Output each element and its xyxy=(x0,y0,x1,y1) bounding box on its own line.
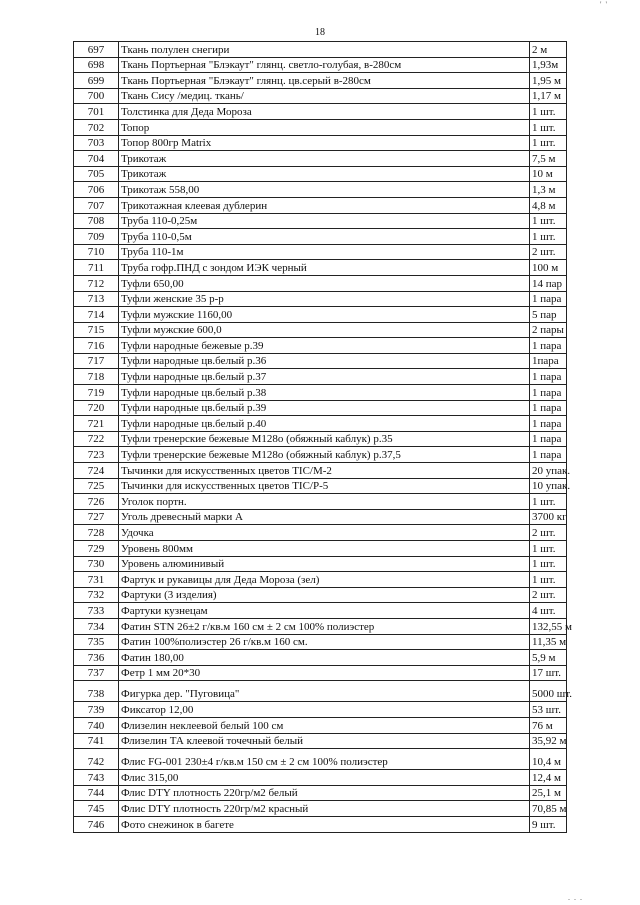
table-row xyxy=(74,104,567,120)
quantity-cell: 1 пара xyxy=(530,447,567,463)
quantity-cell: 1,93м xyxy=(530,57,567,73)
table-row xyxy=(74,42,567,58)
item-name-cell: Флизелин ТА клеевой точечный белый xyxy=(119,733,530,749)
scan-mark-top: ' ' xyxy=(600,0,608,9)
table-row xyxy=(74,353,567,369)
table-row xyxy=(74,213,567,229)
page-number: 18 xyxy=(315,27,325,38)
table-row xyxy=(74,73,567,89)
row-number-cell: 740 xyxy=(74,717,119,733)
item-name-cell: Фатин 100%полиэстер 26 г/кв.м 160 см. xyxy=(119,634,530,650)
table-row xyxy=(74,119,567,135)
item-name-cell: Тычинки для искусственных цветов TIC/M-2 xyxy=(119,463,530,479)
row-number-cell: 725 xyxy=(74,478,119,494)
quantity-cell: 3700 кг xyxy=(530,509,567,525)
item-name-cell: Туфли женские 35 р-р xyxy=(119,291,530,307)
quantity-cell: 1 шт. xyxy=(530,494,567,510)
quantity-cell: 4 шт. xyxy=(530,603,567,619)
table-row xyxy=(74,431,567,447)
item-name-cell: Толстинка для Деда Мороза xyxy=(119,104,530,120)
quantity-cell: 2 м xyxy=(530,42,567,58)
quantity-cell: 100 м xyxy=(530,260,567,276)
table-row xyxy=(74,322,567,338)
quantity-cell: 1 шт. xyxy=(530,572,567,588)
table-row xyxy=(74,587,567,603)
table-row xyxy=(74,541,567,557)
item-name-cell: Туфли народные цв.белый р.37 xyxy=(119,369,530,385)
row-number-cell: 728 xyxy=(74,525,119,541)
item-name-cell: Туфли мужские 600,0 xyxy=(119,322,530,338)
item-name-cell: Фигурка дер. "Пуговица" xyxy=(119,681,530,702)
item-name-cell: Флис FG-001 230±4 г/кв.м 150 см ± 2 см 100% полиэстер xyxy=(119,749,530,770)
row-number-cell: 712 xyxy=(74,275,119,291)
table-row xyxy=(74,416,567,432)
row-number-cell: 731 xyxy=(74,572,119,588)
item-name-cell: Трикотаж xyxy=(119,151,530,167)
table-row xyxy=(74,275,567,291)
quantity-cell: 1,3 м xyxy=(530,182,567,198)
table-row xyxy=(74,572,567,588)
item-name-cell: Уровень алюминивый xyxy=(119,556,530,572)
quantity-cell: 1 пара xyxy=(530,416,567,432)
table-row xyxy=(74,603,567,619)
item-name-cell: Туфли народные цв.белый р.38 xyxy=(119,385,530,401)
quantity-cell: 20 упак. xyxy=(530,463,567,479)
item-name-cell: Флис DTY плотность 220гр/м2 красный xyxy=(119,801,530,817)
quantity-cell: 7,5 м xyxy=(530,151,567,167)
quantity-cell: 2 пары xyxy=(530,322,567,338)
row-number-cell: 698 xyxy=(74,57,119,73)
table-row xyxy=(74,135,567,151)
table-row xyxy=(74,681,567,702)
row-number-cell: 734 xyxy=(74,618,119,634)
item-name-cell: Уголок портн. xyxy=(119,494,530,510)
row-number-cell: 705 xyxy=(74,166,119,182)
row-number-cell: 701 xyxy=(74,104,119,120)
quantity-cell: 1 шт. xyxy=(530,541,567,557)
item-name-cell: Топор xyxy=(119,119,530,135)
table-row xyxy=(74,749,567,770)
row-number-cell: 729 xyxy=(74,541,119,557)
row-number-cell: 717 xyxy=(74,353,119,369)
row-number-cell: 737 xyxy=(74,665,119,681)
quantity-cell: 35,92 м xyxy=(530,733,567,749)
item-name-cell: Уровень 800мм xyxy=(119,541,530,557)
item-name-cell: Фартук и рукавицы для Деда Мороза (зел) xyxy=(119,572,530,588)
item-name-cell: Флис 315,00 xyxy=(119,770,530,786)
row-number-cell: 718 xyxy=(74,369,119,385)
quantity-cell: 1 пара xyxy=(530,369,567,385)
table-row xyxy=(74,717,567,733)
quantity-cell: 4,8 м xyxy=(530,197,567,213)
quantity-cell: 1 шт. xyxy=(530,104,567,120)
quantity-cell: 1 шт. xyxy=(530,119,567,135)
item-name-cell: Туфли мужские 1160,00 xyxy=(119,307,530,323)
table-row xyxy=(74,197,567,213)
item-name-cell: Труба 110-0,5м xyxy=(119,229,530,245)
row-number-cell: 722 xyxy=(74,431,119,447)
table-row xyxy=(74,338,567,354)
quantity-cell: 2 шт. xyxy=(530,587,567,603)
quantity-cell: 1пара xyxy=(530,353,567,369)
quantity-cell: 11,35 м xyxy=(530,634,567,650)
row-number-cell: 732 xyxy=(74,587,119,603)
quantity-cell: 1 пара xyxy=(530,431,567,447)
table-row xyxy=(74,556,567,572)
row-number-cell: 715 xyxy=(74,322,119,338)
row-number-cell: 720 xyxy=(74,400,119,416)
item-name-cell: Флизелин неклеевой белый 100 см xyxy=(119,717,530,733)
item-name-cell: Туфли 650,00 xyxy=(119,275,530,291)
row-number-cell: 726 xyxy=(74,494,119,510)
table-row xyxy=(74,385,567,401)
table-row xyxy=(74,260,567,276)
item-name-cell: Удочка xyxy=(119,525,530,541)
quantity-cell: 70,85 м xyxy=(530,801,567,817)
quantity-cell: 1 пара xyxy=(530,338,567,354)
table-row xyxy=(74,618,567,634)
scan-mark-bottom: . . . xyxy=(568,893,583,902)
item-name-cell: Фетр 1 мм 20*30 xyxy=(119,665,530,681)
quantity-cell: 1 шт. xyxy=(530,229,567,245)
table-row xyxy=(74,801,567,817)
table-row xyxy=(74,770,567,786)
item-name-cell: Ткань Портьерная "Блэкаут" глянц. светло-голубая, в-280см xyxy=(119,57,530,73)
item-name-cell: Тычинки для искусственных цветов TIC/P-5 xyxy=(119,478,530,494)
item-name-cell: Ткань Сису /медиц. ткань/ xyxy=(119,88,530,104)
table-row xyxy=(74,447,567,463)
table-row xyxy=(74,400,567,416)
quantity-cell: 1 шт. xyxy=(530,135,567,151)
row-number-cell: 697 xyxy=(74,42,119,58)
row-number-cell: 708 xyxy=(74,213,119,229)
item-name-cell: Трикотаж 558,00 xyxy=(119,182,530,198)
item-name-cell: Туфли тренерские бежевые М128о (обяжный каблук) р.35 xyxy=(119,431,530,447)
quantity-cell: 25,1 м xyxy=(530,785,567,801)
inventory-table-body xyxy=(74,42,572,833)
item-name-cell: Туфли народные цв.белый р.40 xyxy=(119,416,530,432)
row-number-cell: 710 xyxy=(74,244,119,260)
table-row xyxy=(74,369,567,385)
quantity-cell: 9 шт. xyxy=(530,816,567,832)
item-name-cell: Трикотаж xyxy=(119,166,530,182)
table-row xyxy=(74,494,567,510)
table-row xyxy=(74,182,567,198)
table-row xyxy=(74,478,567,494)
row-number-cell: 744 xyxy=(74,785,119,801)
table-row xyxy=(74,307,567,323)
row-number-cell: 743 xyxy=(74,770,119,786)
item-name-cell: Туфли народные цв.белый р.36 xyxy=(119,353,530,369)
row-number-cell: 703 xyxy=(74,135,119,151)
quantity-cell: 5000 шт. xyxy=(530,681,567,702)
item-name-cell: Фатин STN 26±2 г/кв.м 160 см ± 2 см 100% полиэстер xyxy=(119,618,530,634)
row-number-cell: 723 xyxy=(74,447,119,463)
quantity-cell: 5 пар xyxy=(530,307,567,323)
row-number-cell: 716 xyxy=(74,338,119,354)
table-row xyxy=(74,733,567,749)
quantity-cell: 1 пара xyxy=(530,385,567,401)
row-number-cell: 741 xyxy=(74,733,119,749)
table-row xyxy=(74,463,567,479)
row-number-cell: 700 xyxy=(74,88,119,104)
quantity-cell: 17 шт. xyxy=(530,665,567,681)
item-name-cell: Труба 110-1м xyxy=(119,244,530,260)
row-number-cell: 733 xyxy=(74,603,119,619)
row-number-cell: 730 xyxy=(74,556,119,572)
item-name-cell: Туфли народные цв.белый р.39 xyxy=(119,400,530,416)
quantity-cell: 1,95 м xyxy=(530,73,567,89)
item-name-cell: Туфли народные бежевые р.39 xyxy=(119,338,530,354)
quantity-cell: 10 м xyxy=(530,166,567,182)
row-number-cell: 739 xyxy=(74,702,119,718)
table-row xyxy=(74,166,567,182)
item-name-cell: Фартуки кузнецам xyxy=(119,603,530,619)
table-row xyxy=(74,785,567,801)
row-number-cell: 745 xyxy=(74,801,119,817)
quantity-cell: 53 шт. xyxy=(530,702,567,718)
quantity-cell: 1,17 м xyxy=(530,88,567,104)
row-number-cell: 738 xyxy=(74,681,119,702)
inventory-table xyxy=(73,41,572,833)
row-number-cell: 707 xyxy=(74,197,119,213)
quantity-cell: 1 шт. xyxy=(530,213,567,229)
quantity-cell: 1 пара xyxy=(530,400,567,416)
table-row xyxy=(74,525,567,541)
quantity-cell: 76 м xyxy=(530,717,567,733)
table-row xyxy=(74,291,567,307)
item-name-cell: Фиксатор 12,00 xyxy=(119,702,530,718)
row-number-cell: 727 xyxy=(74,509,119,525)
row-number-cell: 713 xyxy=(74,291,119,307)
item-name-cell: Ткань полулен снегири xyxy=(119,42,530,58)
item-name-cell: Труба 110-0,25м xyxy=(119,213,530,229)
table-row xyxy=(74,57,567,73)
table-row xyxy=(74,665,567,681)
table-row xyxy=(74,702,567,718)
quantity-cell: 5,9 м xyxy=(530,650,567,666)
quantity-cell: 1 шт. xyxy=(530,556,567,572)
item-name-cell: Трикотажная клеевая дублерин xyxy=(119,197,530,213)
row-number-cell: 704 xyxy=(74,151,119,167)
row-number-cell: 699 xyxy=(74,73,119,89)
row-number-cell: 724 xyxy=(74,463,119,479)
row-number-cell: 714 xyxy=(74,307,119,323)
item-name-cell: Труба гофр.ПНД с зондом ИЭК черный xyxy=(119,260,530,276)
table-row xyxy=(74,88,567,104)
quantity-cell: 10 упак. xyxy=(530,478,567,494)
quantity-cell: 14 пар xyxy=(530,275,567,291)
table-row xyxy=(74,229,567,245)
row-number-cell: 721 xyxy=(74,416,119,432)
item-name-cell: Фартуки (3 изделия) xyxy=(119,587,530,603)
row-number-cell: 736 xyxy=(74,650,119,666)
row-number-cell: 746 xyxy=(74,816,119,832)
item-name-cell: Фото снежинок в багете xyxy=(119,816,530,832)
quantity-cell: 10,4 м xyxy=(530,749,567,770)
item-name-cell: Топор 800гр Matrix xyxy=(119,135,530,151)
row-number-cell: 719 xyxy=(74,385,119,401)
quantity-cell: 1 пара xyxy=(530,291,567,307)
item-name-cell: Ткань Портьерная "Блэкаут" глянц. цв.серый в-280см xyxy=(119,73,530,89)
item-name-cell: Фатин 180,00 xyxy=(119,650,530,666)
row-number-cell: 702 xyxy=(74,119,119,135)
row-number-cell: 709 xyxy=(74,229,119,245)
item-name-cell: Туфли тренерские бежевые М128о (обяжный каблук) р.37,5 xyxy=(119,447,530,463)
quantity-cell: 132,55 м xyxy=(530,618,567,634)
table-row xyxy=(74,634,567,650)
table-row xyxy=(74,509,567,525)
table-row xyxy=(74,151,567,167)
table-row xyxy=(74,650,567,666)
row-number-cell: 735 xyxy=(74,634,119,650)
item-name-cell: Флис DTY плотность 220гр/м2 белый xyxy=(119,785,530,801)
item-name-cell: Уголь древесный марки А xyxy=(119,509,530,525)
table-row xyxy=(74,244,567,260)
quantity-cell: 2 шт. xyxy=(530,525,567,541)
row-number-cell: 706 xyxy=(74,182,119,198)
quantity-cell: 2 шт. xyxy=(530,244,567,260)
table-row xyxy=(74,816,567,832)
quantity-cell: 12,4 м xyxy=(530,770,567,786)
row-number-cell: 711 xyxy=(74,260,119,276)
row-number-cell: 742 xyxy=(74,749,119,770)
